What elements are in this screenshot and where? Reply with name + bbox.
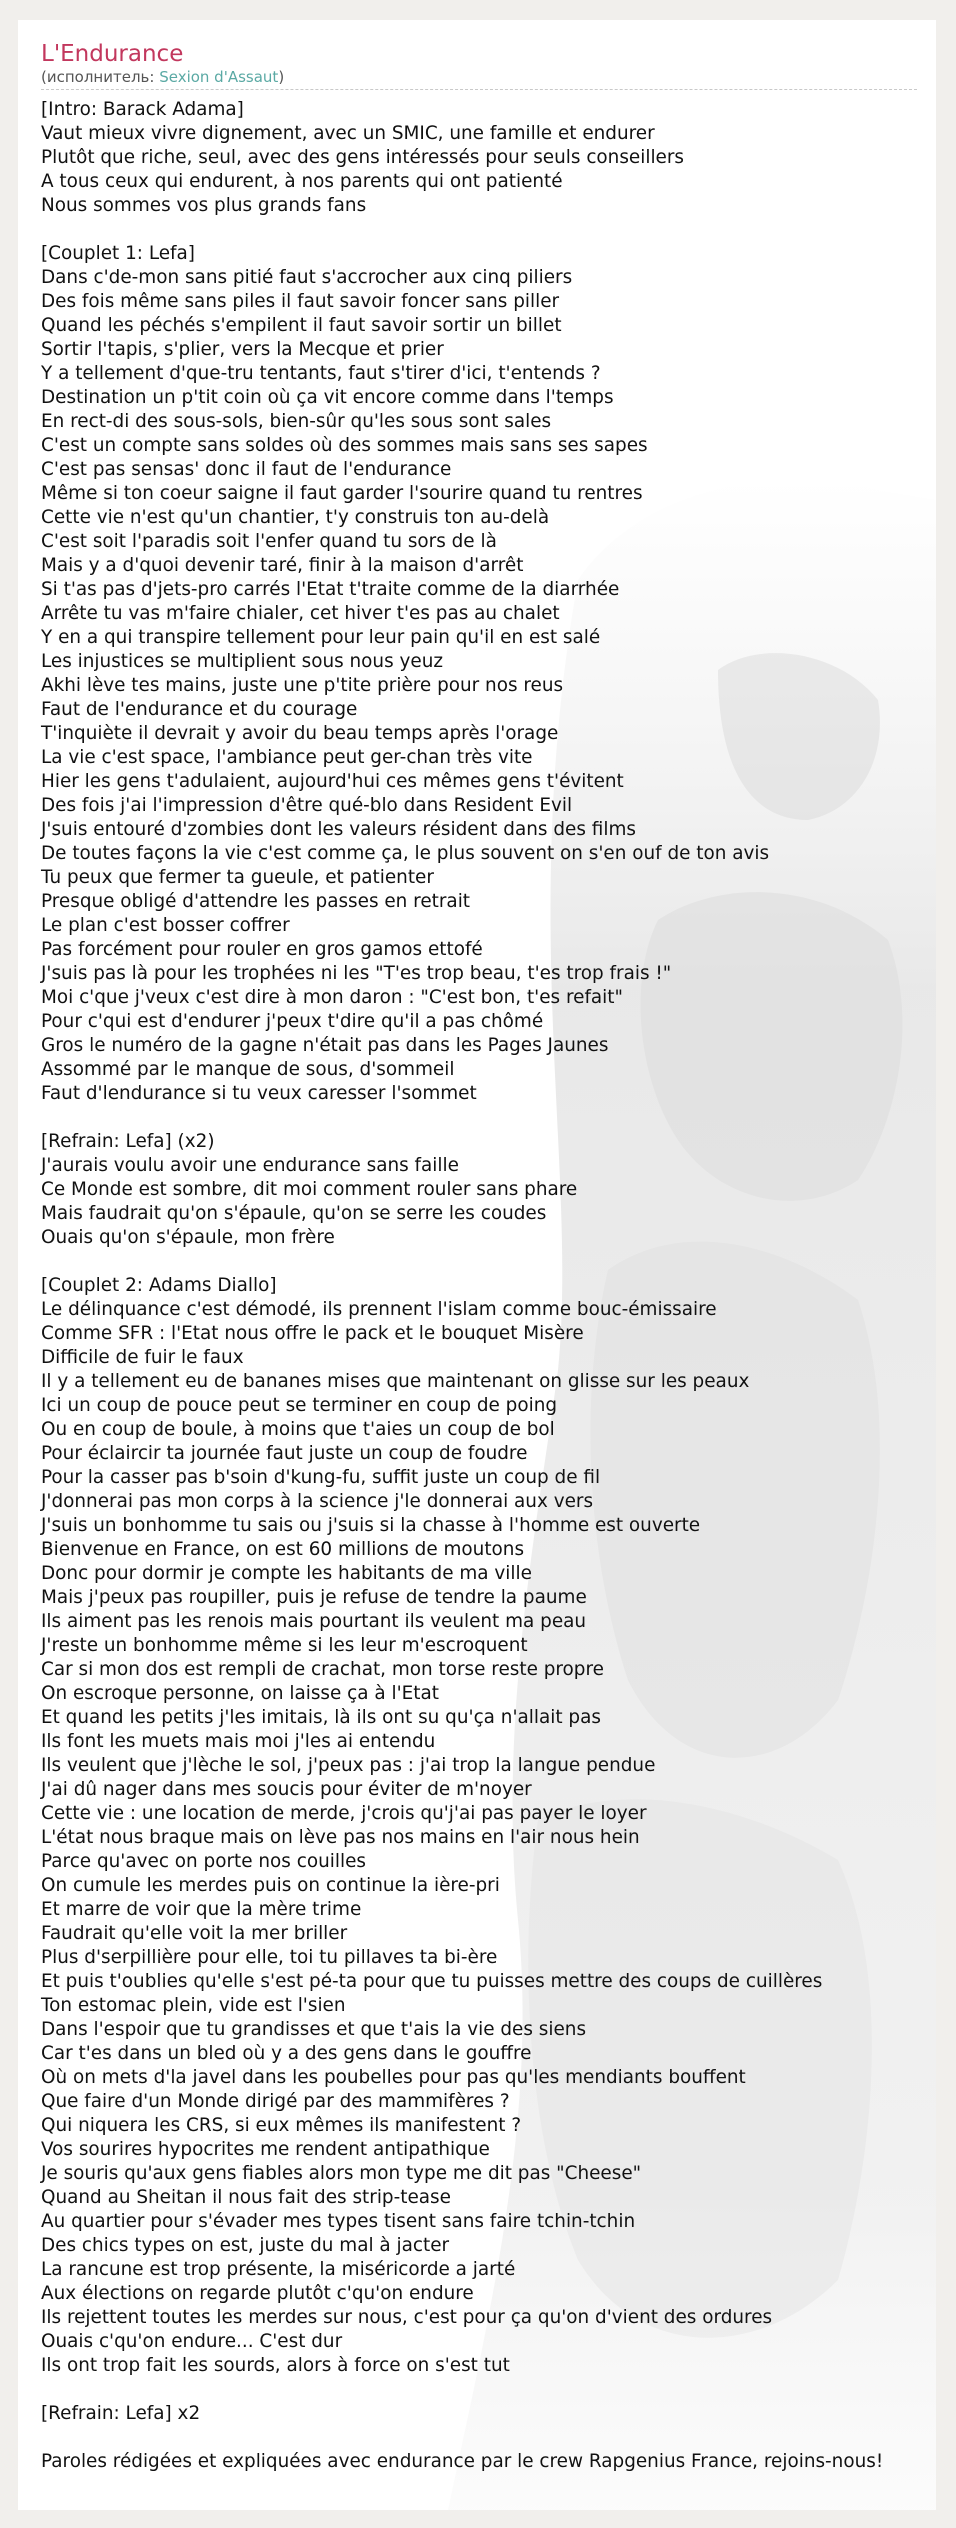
lyric-line: Pour éclaircir ta journée faut juste un coup de foudre bbox=[41, 1443, 528, 1464]
lyric-line: Mais faudrait qu'on s'épaule, qu'on se serre les coudes bbox=[41, 1203, 547, 1224]
lyric-line: Ils font les muets mais moi j'les ai entendu bbox=[41, 1731, 436, 1752]
lyric-line: Cette vie n'est qu'un chantier, t'y construis ton au-delà bbox=[41, 507, 550, 528]
lyric-line: J'donnerai pas mon corps à la science j'le donnerai aux vers bbox=[41, 1491, 594, 1512]
artist-prefix: (исполнитель: bbox=[41, 68, 160, 86]
lyric-line bbox=[41, 1106, 936, 1130]
artist-line bbox=[41, 68, 917, 86]
lyric-line: Les injustices se multiplient sous nous yeuz bbox=[41, 651, 444, 672]
lyric-line: Quand les péchés s'empilent il faut savoir sortir un billet bbox=[41, 315, 562, 336]
lyric-line: Assommé par le manque de sous, d'sommeil bbox=[41, 1059, 455, 1080]
lyric-line: Aux élections on regarde plutôt c'qu'on endure bbox=[41, 2283, 474, 2304]
lyric-line: Quand au Sheitan il nous fait des strip-tease bbox=[41, 2187, 451, 2208]
lyric-line: Car t'es dans un bled où y a des gens dans le gouffre bbox=[41, 2043, 532, 2064]
lyric-line: C'est pas sensas' donc il faut de l'endurance bbox=[41, 459, 452, 480]
lyric-line: Donc pour dormir je compte les habitants de ma ville bbox=[41, 1563, 532, 1584]
lyric-line: En rect-di des sous-sols, bien-sûr qu'les sous sont sales bbox=[41, 411, 552, 432]
lyric-line: J'suis entouré d'zombies dont les valeurs résident dans des films bbox=[41, 819, 636, 840]
lyric-line: Dans c'de-mon sans pitié faut s'accrocher aux cinq piliers bbox=[41, 267, 573, 288]
lyric-line: Qui niquera les CRS, si eux mêmes ils manifestent ? bbox=[41, 2115, 522, 2136]
lyric-line: Ils rejettent toutes les merdes sur nous, c'est pour ça qu'on d'vient des ordures bbox=[41, 2307, 773, 2328]
lyric-line: Et marre de voir que la mère trime bbox=[41, 1899, 362, 1920]
lyric-line: Mais j'peux pas roupiller, puis je refuse de tendre la paume bbox=[41, 1587, 587, 1608]
lyric-line: Bienvenue en France, on est 60 millions de moutons bbox=[41, 1539, 525, 1560]
lyric-line: T'inquiète il devrait y avoir du beau temps après l'orage bbox=[41, 723, 559, 744]
lyric-line: J'aurais voulu avoir une endurance sans faille bbox=[41, 1155, 459, 1176]
lyric-line: Ils aiment pas les renois mais pourtant ils veulent ma peau bbox=[41, 1611, 587, 1632]
lyric-line: Pour c'qui est d'endurer j'peux t'dire qu'il a pas chômé bbox=[41, 1011, 544, 1032]
lyric-line: Sortir l'tapis, s'plier, vers la Mecque et prier bbox=[41, 339, 444, 360]
lyric-line: Gros le numéro de la gagne n'était pas dans les Pages Jaunes bbox=[41, 1035, 609, 1056]
lyric-line: Ici un coup de pouce peut se terminer en coup de poing bbox=[41, 1395, 558, 1416]
lyric-line: Car si mon dos est rempli de crachat, mon torse reste propre bbox=[41, 1659, 604, 1680]
lyric-line: Il y a tellement eu de bananes mises que maintenant on glisse sur les peaux bbox=[41, 1371, 750, 1392]
artist-suffix: ) bbox=[278, 68, 285, 86]
lyric-line: Nous sommes vos plus grands fans bbox=[41, 195, 367, 216]
lyric-line: Au quartier pour s'évader mes types tisent sans faire tchin-tchin bbox=[41, 2211, 636, 2232]
lyric-line: Ouais qu'on s'épaule, mon frère bbox=[41, 1227, 335, 1248]
lyric-line: Plus d'serpillière pour elle, toi tu pillaves ta bi-ère bbox=[41, 1947, 498, 1968]
lyric-line: Ce Monde est sombre, dit moi comment rouler sans phare bbox=[41, 1179, 578, 1200]
lyrics-page bbox=[18, 20, 936, 2510]
lyric-line: Difficile de fuir le faux bbox=[41, 1347, 244, 1368]
lyric-line: J'reste un bonhomme même si les leur m'escroquent bbox=[41, 1635, 528, 1656]
lyric-line: Cette vie : une location de merde, j'crois qu'j'ai pas payer le loyer bbox=[41, 1803, 647, 1824]
lyric-line bbox=[41, 2426, 936, 2450]
lyric-line: L'état nous braque mais on lève pas nos mains en l'air nous hein bbox=[41, 1827, 640, 1848]
lyric-line: Plutôt que riche, seul, avec des gens intéressés pour seuls conseillers bbox=[41, 147, 685, 168]
lyric-line: C'est soit l'paradis soit l'enfer quand tu sors de là bbox=[41, 531, 497, 552]
lyric-line: Moi c'que j'veux c'est dire à mon daron : "C'est bon, t'es refait" bbox=[41, 987, 623, 1008]
section-header: [Intro: Barack Adama] bbox=[41, 99, 244, 120]
lyric-line: Y a tellement d'que-tru tentants, faut s'tirer d'ici, t'entends ? bbox=[41, 363, 601, 384]
lyric-line bbox=[41, 218, 936, 242]
lyric-line: Où on mets d'la javel dans les poubelles pour pas qu'les mendiants bouffent bbox=[41, 2067, 746, 2088]
lyric-line: Tu peux que fermer ta gueule, et patienter bbox=[41, 867, 434, 888]
lyric-line: Presque obligé d'attendre les passes en retrait bbox=[41, 891, 471, 912]
lyric-line: Et puis t'oublies qu'elle s'est pé-ta pour que tu puisses mettre des coups de cuillères bbox=[41, 1971, 823, 1992]
lyric-line: Parce qu'avec on porte nos couilles bbox=[41, 1851, 366, 1872]
lyric-line: Le plan c'est bosser coffrer bbox=[41, 915, 290, 936]
lyric-line: Faut d'lendurance si tu veux caresser l'sommet bbox=[41, 1083, 477, 1104]
lyric-line: C'est un compte sans soldes où des sommes mais sans ses sapes bbox=[41, 435, 648, 456]
lyric-line: Y en a qui transpire tellement pour leur pain qu'il en est salé bbox=[41, 627, 601, 648]
lyric-line: On cumule les merdes puis on continue la ière-pri bbox=[41, 1875, 500, 1896]
lyric-line: La rancune est trop présente, la miséricorde a jarté bbox=[41, 2259, 516, 2280]
lyric-line: Pas forcément pour rouler en gros gamos ettofé bbox=[41, 939, 483, 960]
lyric-line bbox=[41, 1250, 936, 1274]
section-header: [Couplet 2: Adams Diallo] bbox=[41, 1275, 277, 1296]
song-header bbox=[41, 40, 917, 90]
lyric-line: Destination un p'tit coin où ça vit encore comme dans l'temps bbox=[41, 387, 614, 408]
lyric-line: Même si ton coeur saigne il faut garder l'sourire quand tu rentres bbox=[41, 483, 643, 504]
lyric-line: Vos sourires hypocrites me rendent antipathique bbox=[41, 2139, 490, 2160]
lyric-line: Ton estomac plein, vide est l'sien bbox=[41, 1995, 346, 2016]
lyric-line: Des fois même sans piles il faut savoir foncer sans piller bbox=[41, 291, 560, 312]
artist-link[interactable]: Sexion d'Assaut bbox=[159, 68, 279, 86]
lyric-line: Mais y a d'quoi devenir taré, finir à la maison d'arrêt bbox=[41, 555, 524, 576]
lyric-line: A tous ceux qui endurent, à nos parents qui ont patienté bbox=[41, 171, 563, 192]
lyric-line: Arrête tu vas m'faire chialer, cet hiver t'es pas au chalet bbox=[41, 603, 560, 624]
lyric-line: Des fois j'ai l'impression d'être qué-blo dans Resident Evil bbox=[41, 795, 573, 816]
lyric-line: Pour la casser pas b'soin d'kung-fu, suffit juste un coup de fil bbox=[41, 1467, 601, 1488]
lyric-line: Ouais c'qu'on endure... C'est dur bbox=[41, 2331, 343, 2352]
lyric-line: Paroles rédigées et expliquées avec endurance par le crew Rapgenius France, rejoins-nous! bbox=[41, 2451, 884, 2472]
lyric-line: Hier les gens t'adulaient, aujourd'hui ces mêmes gens t'évitent bbox=[41, 771, 624, 792]
lyric-line: Faudrait qu'elle voit la mer briller bbox=[41, 1923, 348, 1944]
lyric-line: Des chics types on est, juste du mal à jacter bbox=[41, 2235, 450, 2256]
lyric-line: J'suis un bonhomme tu sais ou j'suis si la chasse à l'homme est ouverte bbox=[41, 1515, 701, 1536]
lyric-line: Dans l'espoir que tu grandisses et que t'ais la vie des siens bbox=[41, 2019, 587, 2040]
lyric-line: Si t'as pas d'jets-pro carrés l'Etat t'traite comme de la diarrhée bbox=[41, 579, 620, 600]
lyric-line: Ou en coup de boule, à moins que t'aies un coup de bol bbox=[41, 1419, 555, 1440]
lyric-line: J'suis pas là pour les trophées ni les "T'es trop beau, t'es trop frais !" bbox=[41, 963, 672, 984]
lyric-line bbox=[41, 2378, 936, 2402]
lyric-line: La vie c'est space, l'ambiance peut ger-chan très vite bbox=[41, 747, 533, 768]
lyric-line: De toutes façons la vie c'est comme ça, le plus souvent on s'en ouf de ton avis bbox=[41, 843, 770, 864]
lyric-line: Ils veulent que j'lèche le sol, j'peux pas : j'ai trop la langue pendue bbox=[41, 1755, 656, 1776]
lyric-line: Vaut mieux vivre dignement, avec un SMIC, une famille et endurer bbox=[41, 123, 655, 144]
lyric-line: Akhi lève tes mains, juste une p'tite prière pour nos reus bbox=[41, 675, 564, 696]
lyric-line: Ils ont trop fait les sourds, alors à force on s'est tut bbox=[41, 2355, 510, 2376]
lyric-line: Je souris qu'aux gens fiables alors mon type me dit pas "Cheese" bbox=[41, 2163, 642, 2184]
lyric-line: Comme SFR : l'Etat nous offre le pack et le bouquet Misère bbox=[41, 1323, 584, 1344]
section-header: [Refrain: Lefa] (x2) bbox=[41, 1131, 215, 1152]
lyrics-body bbox=[41, 98, 936, 2474]
lyric-line: Que faire d'un Monde dirigé par des mammifères ? bbox=[41, 2091, 510, 2112]
song-title: L'Endurance bbox=[41, 41, 184, 67]
section-header: [Refrain: Lefa] x2 bbox=[41, 2403, 201, 2424]
lyric-line: Et quand les petits j'les imitais, là ils ont su qu'ça n'allait pas bbox=[41, 1707, 601, 1728]
lyric-line: J'ai dû nager dans mes soucis pour éviter de m'noyer bbox=[41, 1779, 532, 1800]
section-header: [Couplet 1: Lefa] bbox=[41, 243, 195, 264]
lyric-line: Le délinquance c'est démodé, ils prennent l'islam comme bouc-émissaire bbox=[41, 1299, 717, 1320]
lyric-line: On escroque personne, on laisse ça à l'Etat bbox=[41, 1683, 439, 1704]
lyric-line: Faut de l'endurance et du courage bbox=[41, 699, 358, 720]
